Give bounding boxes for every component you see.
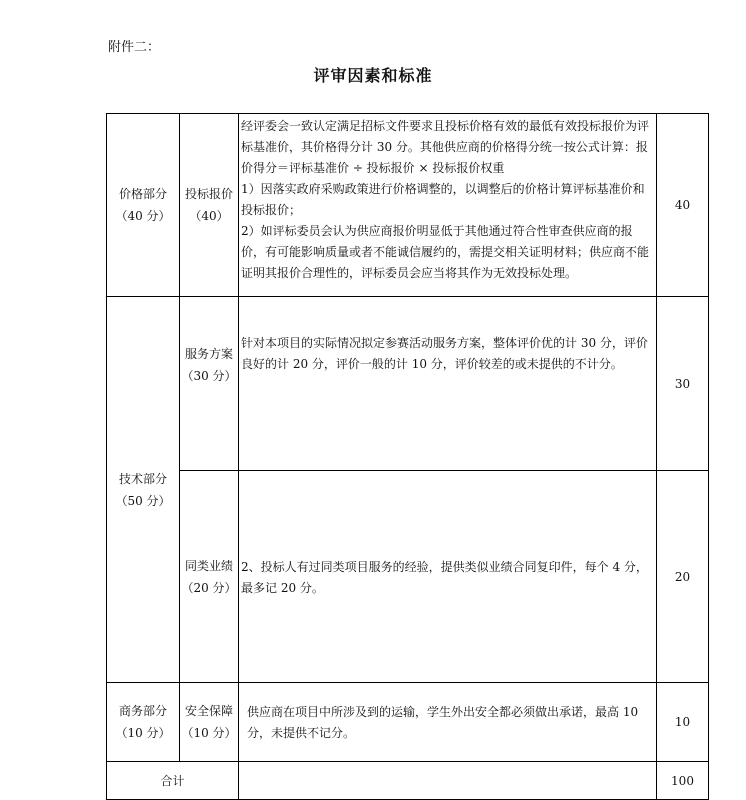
subitem-name: 安全保障 [184,704,233,718]
page-title: 评审因素和标准 [313,66,433,85]
table-row-safety [107,683,709,762]
category-cell-tech [107,297,180,683]
criteria-description: 针对本项目的实际情况拟定参赛活动服务方案，整体评价优的计 30 分，评价良好的计 20 分，评价一般的计 10 分，评价较差的或未提供的不计分。 [239,297,657,471]
subitem-cell-service [180,297,239,471]
subitem-score: （30 分） [181,369,237,383]
category-score: （50 分） [115,493,171,508]
subitem-cell-record [180,471,239,683]
subitem-cell-price [180,114,239,297]
total-description [239,762,657,800]
score-cell: 40 [657,114,709,297]
subitem-name: 服务方案 [184,347,233,361]
category-name: 商务部分 [118,704,167,718]
category-cell-price [107,114,180,297]
criteria-description: 经评委会一致认定满足招标文件要求且投标价格有效的最低有效投标报价为评标基准价，其价格得分计 30 分。其他供应商的价格得分统一按公式计算：报价得分＝评标基准价 ÷ 投标报价 × 投标报价权重 1）因落实政府采购政策进行价格调整的，以调整后的价格计算评标基准价和投标报价； 2）如评标委员会认为供应商报价明显低于其他通过符合性审查供应商的报价，有可能影响质量或者不能诚信履约的，需提交相关证明材料；供应商不能证明其报价合理性的，评标委员会应当将其作为无效投标处理。 [239,114,657,297]
subitem-score: （20 分） [181,580,237,595]
total-label: 合计 [107,762,239,800]
subitem-score: （10 分） [181,726,237,740]
subitem-score: （40） [189,209,229,223]
total-score: 100 [657,762,709,800]
table-row-record [107,471,709,683]
category-cell-business [107,683,180,762]
criteria-description: 供应商在项目中所涉及到的运输，学生外出安全都必须做出承诺，最高 10 分，未提供不记分。 [239,683,657,762]
table-row-price [107,114,709,297]
score-cell: 10 [657,683,709,762]
attachment-label: 附件二： [108,40,161,55]
table-row-total [107,762,709,800]
criteria-description: 2、投标人有过同类项目服务的经验，提供类似业绩合同复印件，每个 4 分，最多记 20 分。 [239,471,657,683]
scoring-table [106,113,709,800]
category-name: 价格部分 [118,187,167,201]
score-cell: 20 [657,471,709,683]
subitem-name: 同类业绩 [184,558,233,573]
category-score: （40 分） [115,209,171,223]
category-score: （10 分） [115,726,171,740]
table-row-service [107,297,709,471]
category-name: 技术部分 [118,471,167,486]
subitem-name: 投标报价 [184,187,233,201]
score-cell: 30 [657,297,709,471]
subitem-cell-safety [180,683,239,762]
